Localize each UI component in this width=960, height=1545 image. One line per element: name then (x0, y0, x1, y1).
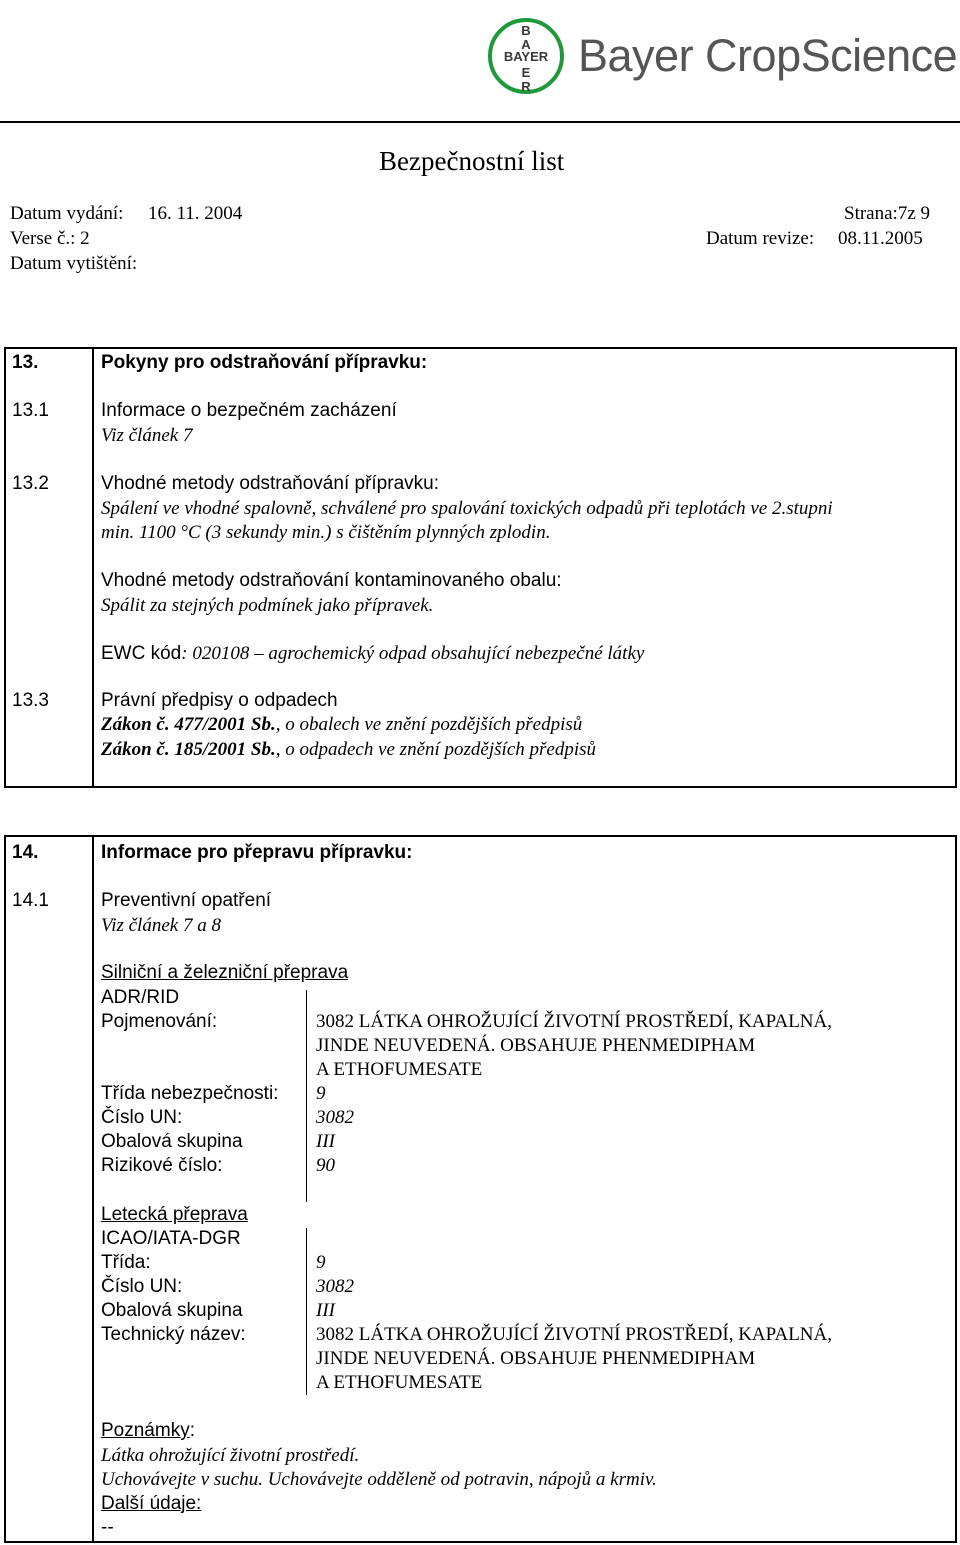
packaging-disposal-title: Vhodné metody odstraňování kontaminovaného obalu: (101, 570, 562, 591)
air-un-value: 3082 (316, 1276, 354, 1297)
section-13-1-title: Informace o bezpečném zacházení (101, 400, 397, 421)
air-transport-code: ICAO/IATA-DGR (101, 1228, 241, 1249)
section-14-1-number: 14.1 (12, 890, 49, 911)
road-un-value: 3082 (316, 1107, 354, 1128)
section-13-2-text-1: Spálení ve vhodné spalovně, schválené pro spalování toxických odpadů při teplotách ve 2.stupni (101, 498, 833, 519)
law-2-number: Zákon č. 185/2001 Sb. (101, 739, 276, 760)
air-packing-group-label: Obalová skupina (101, 1300, 243, 1321)
page-number: Strana:7z 9 (844, 203, 931, 224)
section-14-number: 14. (12, 842, 39, 863)
document-title: Bezpečnostní list (379, 146, 565, 176)
version: Verse č.: 2 (10, 228, 90, 249)
section-13-2-number: 13.2 (12, 473, 49, 494)
section-13-1-text: Viz článek 7 (101, 425, 193, 446)
revision-date: 08.11.2005 (838, 228, 923, 249)
bayer-seal-vertical-text: B A E R (521, 23, 531, 94)
ewc-code-line (101, 643, 644, 665)
note-1: Látka ohrožující životní prostředí. (101, 1445, 360, 1466)
section-13-column-divider (92, 347, 94, 788)
road-name-line-2: JINDE NEUVEDENÁ. OBSAHUJE PHENMEDIPHAM (316, 1035, 756, 1056)
header-divider (0, 121, 960, 123)
additional-info-value: -- (101, 1517, 114, 1538)
road-transport-divider (306, 990, 307, 1202)
print-date-label: Datum vytištění: (10, 253, 138, 274)
section-14-1-title: Preventivní opatření (101, 890, 272, 911)
road-name-line-1: 3082 LÁTKA OHROŽUJÍCÍ ŽIVOTNÍ PROSTŘEDÍ, KAPALNÁ, (316, 1011, 832, 1032)
road-name-label: Pojmenování: (101, 1011, 218, 1032)
notes-heading (101, 1420, 195, 1442)
notes-colon: : (189, 1420, 195, 1441)
road-class-label: Třída nebezpečnosti: (101, 1083, 279, 1104)
law-2 (101, 739, 596, 761)
issue-date: 16. 11. 2004 (148, 203, 243, 224)
company-name: Bayer CropScience (578, 30, 958, 81)
ewc-code-text: : 020108 – agrochemický odpad obsahující nebezpečné látky (181, 643, 645, 664)
additional-info-label: Další údaje: (101, 1493, 202, 1514)
section-13-2-text-2: min. 1100 °C (3 sekundy min.) s čištěním plynných zplodin. (101, 522, 551, 543)
road-packing-group-label: Obalová skupina (101, 1131, 243, 1152)
law-1-number: Zákon č. 477/2001 Sb. (101, 714, 276, 735)
law-1 (101, 714, 582, 736)
air-transport-divider (306, 1228, 307, 1395)
packaging-disposal-text: Spálit za stejných podmínek jako přípravek. (101, 595, 434, 616)
section-13-3-title: Právní předpisy o odpadech (101, 690, 338, 711)
section-13-1-number: 13.1 (12, 400, 49, 421)
air-un-label: Číslo UN: (101, 1276, 183, 1297)
law-2-text: , o odpadech ve znění pozdějších předpisů (275, 739, 597, 760)
issue-date-label: Datum vydání: (10, 203, 124, 224)
air-technical-name-line-1: 3082 LÁTKA OHROŽUJÍCÍ ŽIVOTNÍ PROSTŘEDÍ, KAPALNÁ, (316, 1324, 832, 1345)
road-name-line-3: A ETHOFUMESATE (316, 1059, 483, 1080)
law-1-text: , o obalech ve znění pozdějších předpisů (275, 714, 583, 735)
section-14-column-divider (92, 835, 94, 1543)
section-14-title: Informace pro přepravu přípravku: (101, 842, 413, 863)
revision-label: Datum revize: (706, 228, 815, 249)
road-class-value: 9 (316, 1083, 326, 1104)
ewc-code-label: EWC kód (101, 643, 182, 664)
road-transport-heading: Silniční a železniční přeprava (101, 962, 349, 983)
air-packing-group-value: III (316, 1300, 335, 1321)
section-14-1-text: Viz článek 7 a 8 (101, 915, 221, 936)
road-transport-code: ADR/RID (101, 987, 180, 1008)
bayer-seal-horizontal-text: BAYER (503, 49, 549, 64)
notes-label: Poznámky (101, 1420, 190, 1441)
road-risk-value: 90 (316, 1155, 335, 1176)
air-technical-name-line-2: JINDE NEUVEDENÁ. OBSAHUJE PHENMEDIPHAM (316, 1348, 756, 1369)
section-13-3-number: 13.3 (12, 690, 49, 711)
air-technical-name-label: Technický název: (101, 1324, 246, 1345)
road-packing-group-value: III (316, 1131, 335, 1152)
road-un-label: Číslo UN: (101, 1107, 183, 1128)
air-transport-heading: Letecká přeprava (101, 1204, 248, 1225)
section-13-2-title: Vhodné metody odstraňování přípravku: (101, 473, 439, 494)
air-class-value: 9 (316, 1252, 326, 1273)
section-13-title: Pokyny pro odstraňování přípravku: (101, 352, 428, 373)
section-13-number: 13. (12, 352, 39, 373)
air-class-label: Třída: (101, 1252, 151, 1273)
note-2: Uchovávejte v suchu. Uchovávejte odděleně od potravin, nápojů a krmiv. (101, 1469, 657, 1490)
air-technical-name-line-3: A ETHOFUMESATE (316, 1372, 483, 1393)
road-risk-label: Rizikové číslo: (101, 1155, 223, 1176)
